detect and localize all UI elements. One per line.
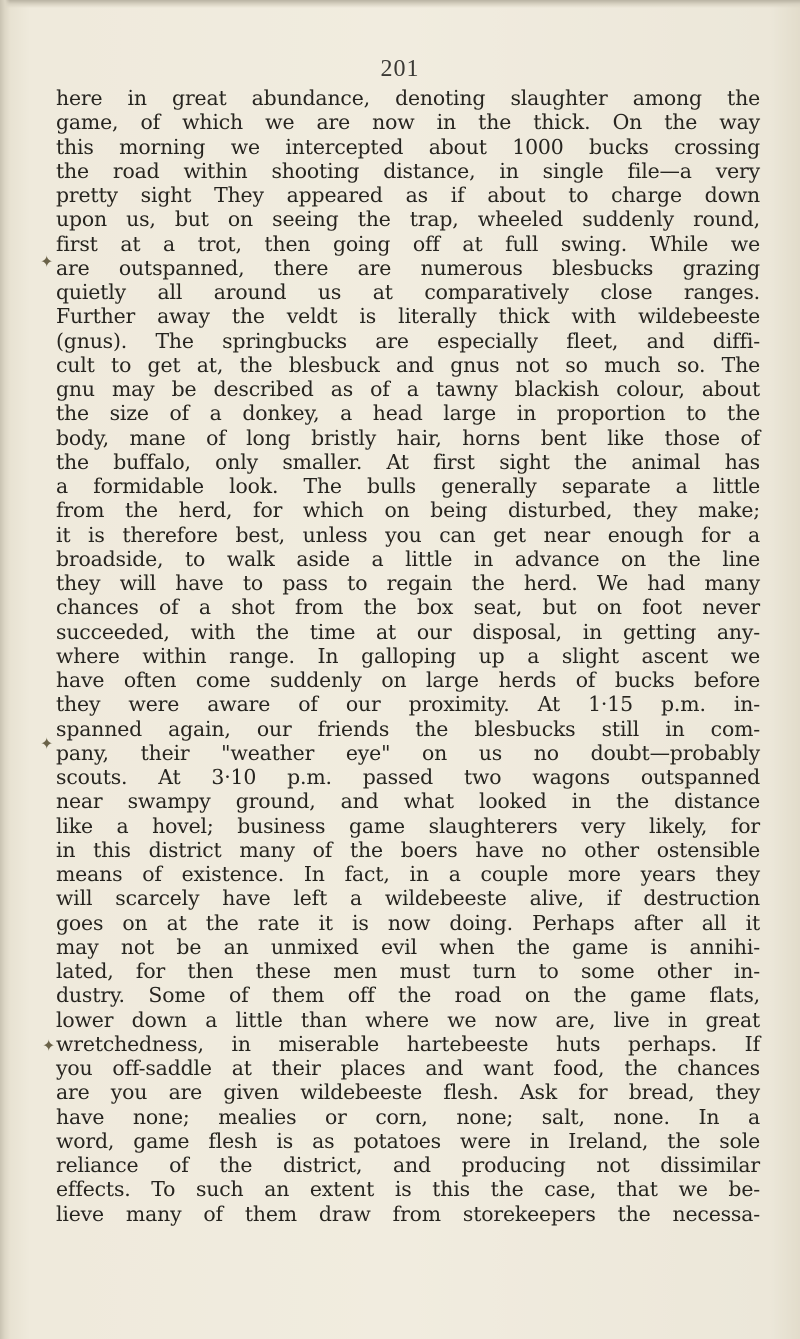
text-line: body, mane of long bristly hair, horns bent like those of	[56, 425, 760, 450]
text-line: scouts. At 3·10 p.m. passed two wagons outspanned	[56, 765, 760, 789]
text-line: Further away the veldt is literally thick with wildebeeste	[56, 304, 760, 329]
text-line: dustry. Some of them off the road on the game flats,	[56, 983, 760, 1008]
text-line: pany, their "weather eye" on us no doubt—probably	[56, 740, 760, 765]
page-gutter-shadow	[0, 0, 10, 1339]
text-line: upon us, but on seeing the trap, wheeled suddenly round,	[56, 207, 760, 232]
body-text	[56, 86, 760, 1226]
text-line: they will have to pass to regain the herd. We had many	[56, 571, 760, 595]
text-line: have often come suddenly on large herds of bucks before	[56, 668, 760, 692]
text-line: will scarcely have left a wildebeeste alive, if destruction	[56, 886, 760, 911]
text-line: they were aware of our proximity. At 1·15 p.m. in-	[56, 692, 760, 717]
text-line: gnu may be described as of a tawny blackish colour, about	[56, 377, 760, 401]
text-line: chances of a shot from the box seat, but on foot never	[56, 595, 760, 620]
text-line: (gnus). The springbucks are especially fleet, and diffi-	[56, 328, 760, 353]
margin-mark-icon: ✦	[40, 734, 54, 753]
text-line: you off-saddle at their places and want food, the chances	[56, 1056, 760, 1080]
text-line: this morning we intercepted about 1000 bucks crossing	[56, 134, 760, 159]
text-line: are outspanned, there are numerous blesbucks grazing	[56, 255, 760, 280]
text-line: in this district many of the boers have no other ostensible	[56, 837, 760, 862]
text-line: first at a trot, then going off at full swing. While we	[56, 231, 760, 256]
text-line: have none; mealies or corn, none; salt, none. In a	[56, 1104, 760, 1129]
text-line: the size of a donkey, a head large in proportion to the	[56, 401, 760, 426]
text-line: reliance of the district, and producing not dissimilar	[56, 1153, 760, 1177]
text-line: a formidable look. The bulls generally separate a little	[56, 474, 760, 498]
text-line: from the herd, for which on being disturbed, they make;	[56, 498, 760, 523]
text-line: lated, for then these men must turn to some other in-	[56, 959, 760, 983]
margin-mark-icon: ✦	[40, 252, 54, 271]
text-line: wretchedness, in miserable hartebeeste huts perhaps. If	[56, 1031, 760, 1056]
text-line: spanned again, our friends the blesbucks still in com-	[56, 716, 760, 741]
text-line: means of existence. In fact, in a couple more years they	[56, 862, 760, 886]
text-line: effects. To such an extent is this the case, that we be-	[56, 1177, 760, 1202]
text-line: word, game flesh is as potatoes were in Ireland, the sole	[56, 1128, 760, 1153]
text-line: where within range. In galloping up a slight ascent we	[56, 643, 760, 668]
text-line: broadside, to walk aside a little in advance on the line	[56, 546, 760, 571]
text-line: game, of which we are now in the thick. On the way	[56, 110, 760, 135]
margin-mark-icon: ✦	[42, 1036, 56, 1055]
text-line: succeeded, with the time at our disposal, in getting any-	[56, 619, 760, 644]
text-line: lieve many of them draw from storekeepers the necessa-	[56, 1201, 760, 1226]
text-line: goes on at the rate it is now doing. Perhaps after all it	[56, 910, 760, 935]
text-line: may not be an unmixed evil when the game is annihi-	[56, 934, 760, 959]
text-line: pretty sight They appeared as if about to charge down	[56, 183, 760, 207]
text-line: are you are given wildebeeste flesh. Ask for bread, they	[56, 1080, 760, 1105]
text-line: lower down a little than where we now are, live in great	[56, 1007, 760, 1032]
text-line: it is therefore best, unless you can get near enough for a	[56, 522, 760, 547]
text-line: cult to get at, the blesbuck and gnus not so much so. The	[56, 352, 760, 377]
text-line: like a hovel; business game slaughterers very likely, for	[56, 813, 760, 838]
text-line: the buffalo, only smaller. At first sight the animal has	[56, 449, 760, 474]
page-top-edge	[0, 0, 800, 8]
text-line: quietly all around us at comparatively close ranges.	[56, 280, 760, 304]
text-line: near swampy ground, and what looked in the distance	[56, 789, 760, 814]
text-line: the road within shooting distance, in single file—a very	[56, 158, 760, 183]
text-line: here in great abundance, denoting slaughter among the	[56, 86, 760, 110]
page-number: 201	[380, 56, 420, 82]
